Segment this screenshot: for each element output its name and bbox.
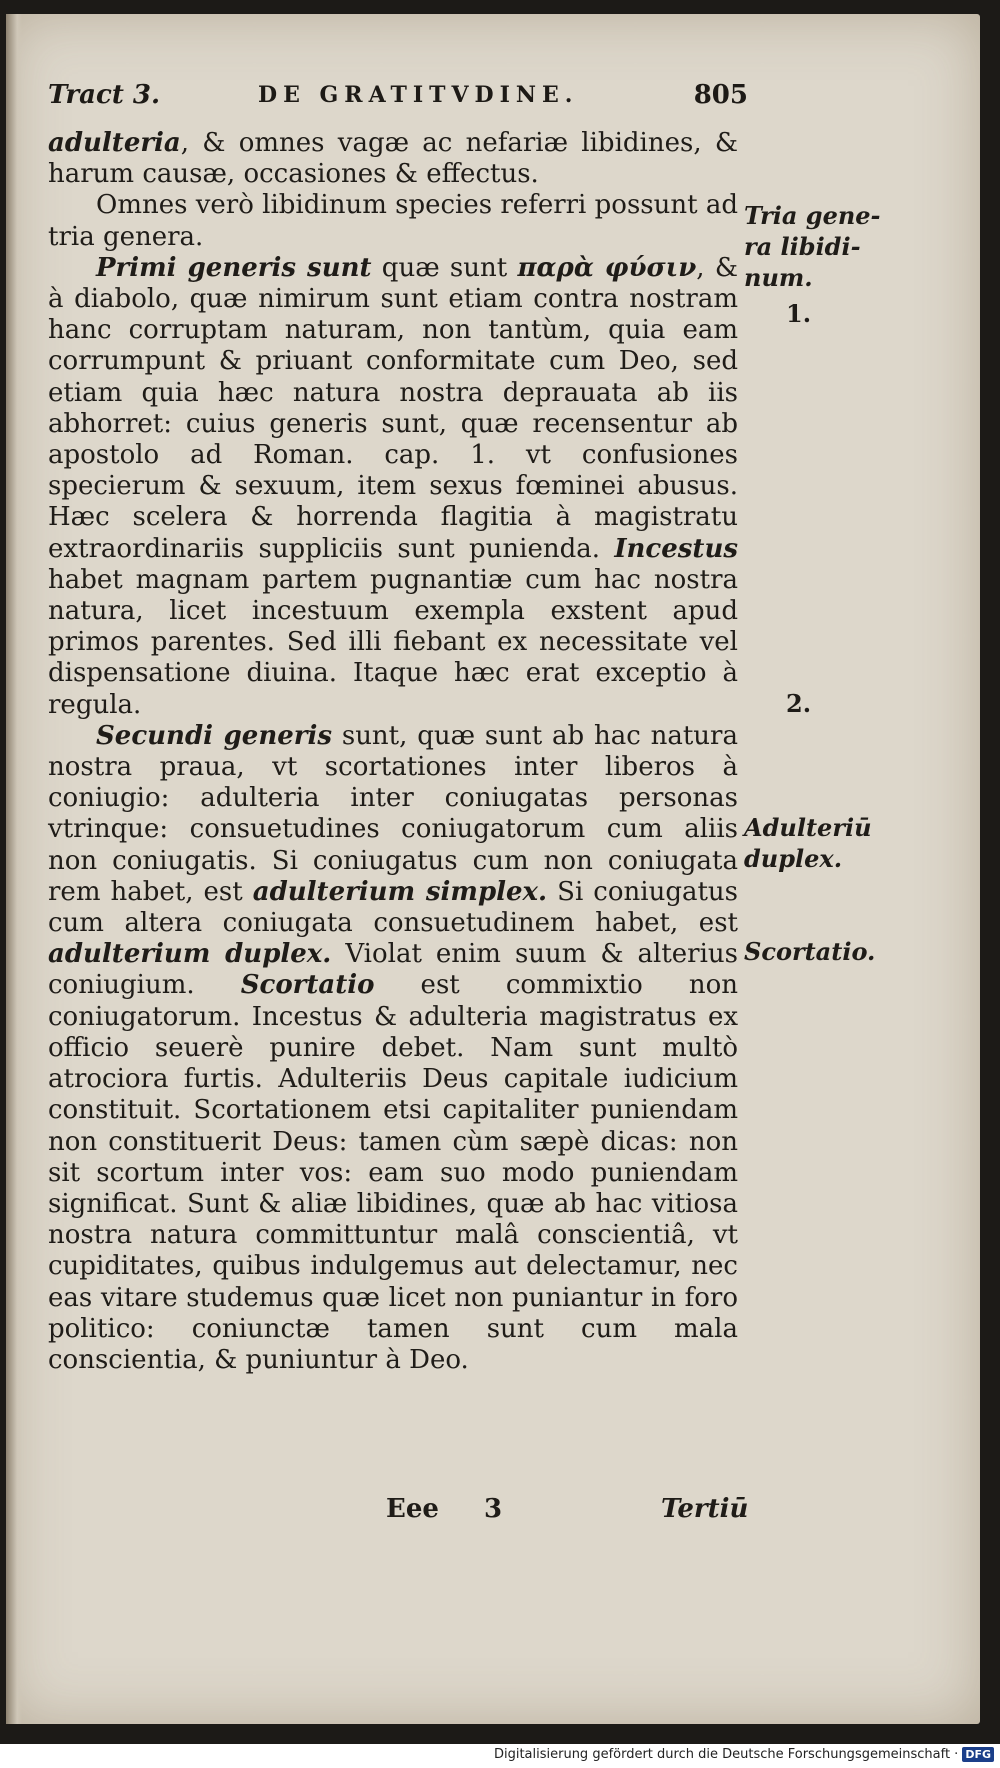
italic-term: adulteria (48, 128, 181, 158)
paragraph (48, 253, 738, 721)
running-head-title: DE GRATITVDINE. (258, 82, 579, 108)
page-number: 805 (693, 80, 748, 110)
italic-term: Primi generis sunt (96, 252, 372, 283)
paragraph (48, 128, 738, 190)
italic-term: Scortatio (240, 970, 375, 1001)
marginal-number-2: 2. (786, 689, 812, 718)
marginal-line: Adulteriū (744, 813, 872, 842)
marginal-line: Tria gene- (744, 201, 881, 230)
italic-term: Secundi generis (96, 720, 333, 751)
body-text (48, 128, 738, 1376)
running-head (48, 80, 748, 120)
text-run: sunt, quæ sunt ab hac natura nostra praua, vt scortationes inter liberos à coniugio: adulteria inter coniugatas personas vtrinque: consuetudines coniugatorum cum aliis non coniugatis. Si coniugatus cum non coniugata rem habet, est (48, 720, 738, 907)
text-run: est commixtio non coniugatorum. Incestus & adulteria magistratus ex officio seuerè punire debet. Nam sunt multò atrociora furtis. Adulteriis Deus capitale iudicium constituit. Scortationem etsi capitaliter puniendam non constituerit Deus: tamen cùm sæpè dicas: non sit scortum inter vos: eam suo modo puniendam significat. Sunt & aliæ libidines, quæ ab hac vitiosa nostra natura committuntur malâ conscientiâ, vt cupiditates, quibus indulgemus aut delectamur, nec eas vitare studemus quæ licet non puniantur in foro politico: coniunctæ tamen sunt cum mala conscientia, & puniuntur à Deo. (48, 970, 738, 1375)
credit-text: Digitalisierung gefördert durch die Deutsche Forschungsgemeinschaft · (493, 1747, 959, 1762)
paragraph (48, 721, 738, 1376)
italic-term: adulterium duplex. (48, 939, 332, 970)
marginal-line: ra libidi- (744, 232, 861, 261)
paragraph (48, 190, 738, 252)
marginal-number-1: 1. (786, 299, 812, 328)
text-run: , & omnes vagæ ac nefariæ libidines, & harum causæ, occasiones & effectus. (48, 128, 738, 190)
catchword: Tertiū (661, 1494, 749, 1524)
signature-number: 3 (484, 1494, 503, 1524)
digitization-credit (494, 1747, 994, 1762)
page-gutter-shadow (6, 14, 22, 1724)
text-run: habet magnam partem pugnantiæ cum hac nostra natura, licet incestuum exempla exstent apud primos parentes. Sed illi fiebant ex necessitate vel dispensatione diuina. Itaque hæc erat exceptio à regula. (48, 564, 738, 720)
text-run: quæ sunt (371, 252, 518, 283)
signature-mark: Eee (386, 1494, 439, 1524)
italic-term: Incestus (614, 533, 738, 564)
italic-term: παρὰ φύσιν (517, 252, 697, 283)
credit-bar (0, 1744, 1000, 1768)
text-run: , & à diabolo, quæ nimirum sunt etiam contra nostram hanc corruptam naturam, non tantùm, quia eam corrumpunt & priuant conformitate cum Deo, sed etiam quia hæc natura nostra deprauata ab iis abhorret: cuius generis sunt, quæ recensentur ab apostolo ad Roman. cap. 1. vt confusiones specierum & sexuum, item sexus fœminei abusus. Hæc scelera & horrenda flagitia à magistratu extraordinariis suppliciis sunt punienda. (48, 252, 738, 564)
text-run: Violat enim suum & alterius coniugium. (48, 939, 739, 1001)
marginal-line: duplex. (744, 844, 843, 873)
italic-term: adulterium simplex. (252, 876, 548, 907)
marginal-note-tria-genera (744, 200, 974, 293)
page-footer (386, 1494, 766, 1534)
marginal-note-scortatio: Scortatio. (744, 937, 876, 966)
running-head-section: Tract 3. (48, 80, 161, 110)
book-page (6, 14, 980, 1724)
marginal-line: num. (744, 263, 813, 292)
text-run: Omnes verò libidinum species referri possunt ad tria genera. (48, 190, 738, 252)
dfg-logo-icon: DFG (962, 1747, 994, 1762)
marginal-note-adulterium-duplex (744, 812, 974, 874)
text-run: Si coniugatus cum altera coniugata consuetudinem habet, est (48, 876, 739, 939)
